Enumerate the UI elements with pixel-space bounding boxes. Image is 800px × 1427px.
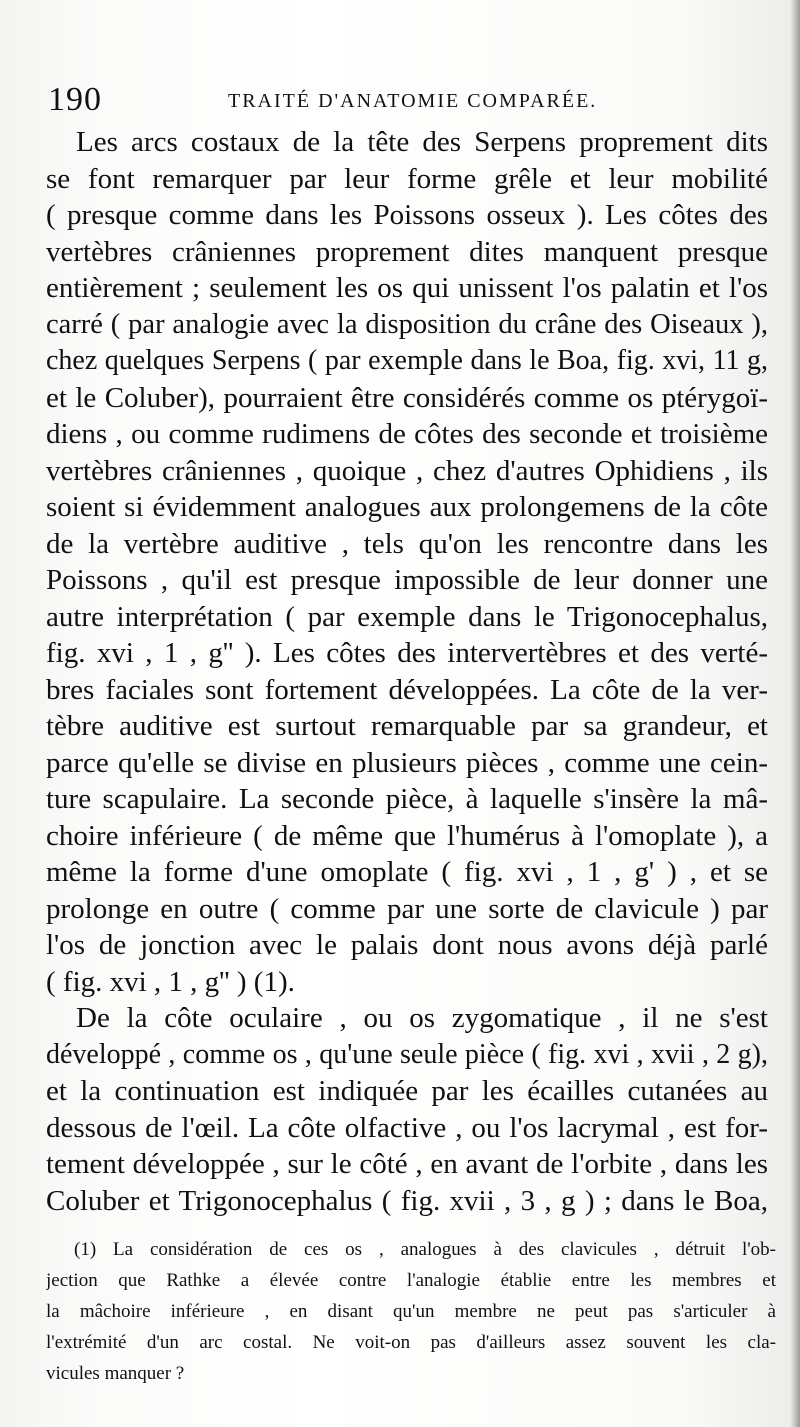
text-line: de la vertèbre auditive , tels qu'on les rencontre dans les [46, 527, 768, 560]
text-line: Les arcs costaux de la tête des Serpens proprement dits [76, 126, 768, 158]
text-line: l'os de jonction avec le palais dont nous avons déjà parlé [46, 929, 768, 961]
body-text [46, 124, 768, 1219]
text-line: entièrement ; seulement les os qui unissent l'os palatin et l'os [46, 272, 768, 304]
running-head: TRAITÉ D'ANATOMIE COMPARÉE. [228, 90, 598, 112]
text-line: soient si évidemment analogues aux prolongemens de la côte [46, 491, 768, 523]
text-line: Coluber et Trigonocephalus ( fig. xvii , 3 , g ) ; dans le Boa, [46, 1184, 768, 1217]
text-line: autre interprétation ( par exemple dans le Trigonocephalus, [46, 600, 768, 633]
text-line: tèbre auditive est surtout remarquable par sa grandeur, et [46, 710, 768, 742]
text-line: et le Coluber), pourraient être considérés comme os ptérygoï- [46, 381, 768, 414]
page-header [48, 80, 778, 124]
footnote-line: jection que Rathke a élevée contre l'analogie établie entre les membres et [46, 1270, 776, 1291]
text-line: ( fig. xvi , 1 , g'' ) (1). [46, 965, 295, 998]
text-line: prolonge en outre ( comme par une sorte de clavicule ) par [46, 892, 768, 925]
text-line: bres faciales sont fortement développées. La côte de la ver- [46, 673, 768, 706]
footnote-line: la mâchoire inférieure , en disant qu'un membre ne peut pas s'articuler à [46, 1301, 776, 1322]
footnote-line: (1) La considération de ces os , analogues à des clavicules , détruit l'ob- [74, 1239, 776, 1260]
page-edge-shadow [790, 0, 800, 1427]
text-line: ( presque comme dans les Poissons osseux ). Les côtes des [46, 199, 768, 231]
text-line: De la côte oculaire , ou os zygomatique , il ne s'est [76, 1002, 768, 1034]
text-line: carré ( par analogie avec la disposition du crâne des Oiseaux ), [46, 308, 768, 340]
text-line: dessous de l'œil. La côte olfactive , ou l'os lacrymal , est for- [46, 1111, 768, 1144]
text-line: choire inférieure ( de même que l'humérus à l'omoplate ), a [46, 819, 768, 852]
text-line: et la continuation est indiquée par les écailles cutanées au [46, 1075, 768, 1107]
footnote-line: l'extrémité d'un arc costal. Ne voit-on pas d'ailleurs assez souvent les cla- [46, 1332, 776, 1353]
text-line: vertèbres crâniennes , quoique , chez d'autres Ophidiens , ils [46, 454, 768, 487]
footnote-line: vicules manquer ? [46, 1363, 185, 1384]
text-line: parce qu'elle se divise en plusieurs pièces , comme une cein- [46, 746, 768, 779]
text-line: chez quelques Serpens ( par exemple dans le Boa, fig. xvi, 11 g, [46, 345, 768, 376]
text-line: vertèbres crâniennes proprement dites manquent presque [46, 235, 768, 268]
text-line: Poissons , qu'il est presque impossible de leur donner une [46, 564, 768, 596]
page-number: 190 [48, 81, 102, 118]
text-line: fig. xvi , 1 , g'' ). Les côtes des intervertèbres et des verté- [46, 637, 768, 669]
text-line: se font remarquer par leur forme grêle et leur mobilité [46, 162, 768, 195]
footnote [46, 1234, 776, 1389]
text-line: développé , comme os , qu'une seule pièce ( fig. xvi , xvii , 2 g), [46, 1038, 768, 1070]
text-line: tement développée , sur le côté , en avant de l'orbite , dans les [46, 1148, 768, 1180]
text-line: ture scapulaire. La seconde pièce, à laquelle s'insère la mâ- [46, 783, 768, 815]
text-line: diens , ou comme rudimens de côtes des seconde et troisième [46, 418, 768, 450]
text-line: même la forme d'une omoplate ( fig. xvi , 1 , g' ) , et se [46, 856, 768, 888]
